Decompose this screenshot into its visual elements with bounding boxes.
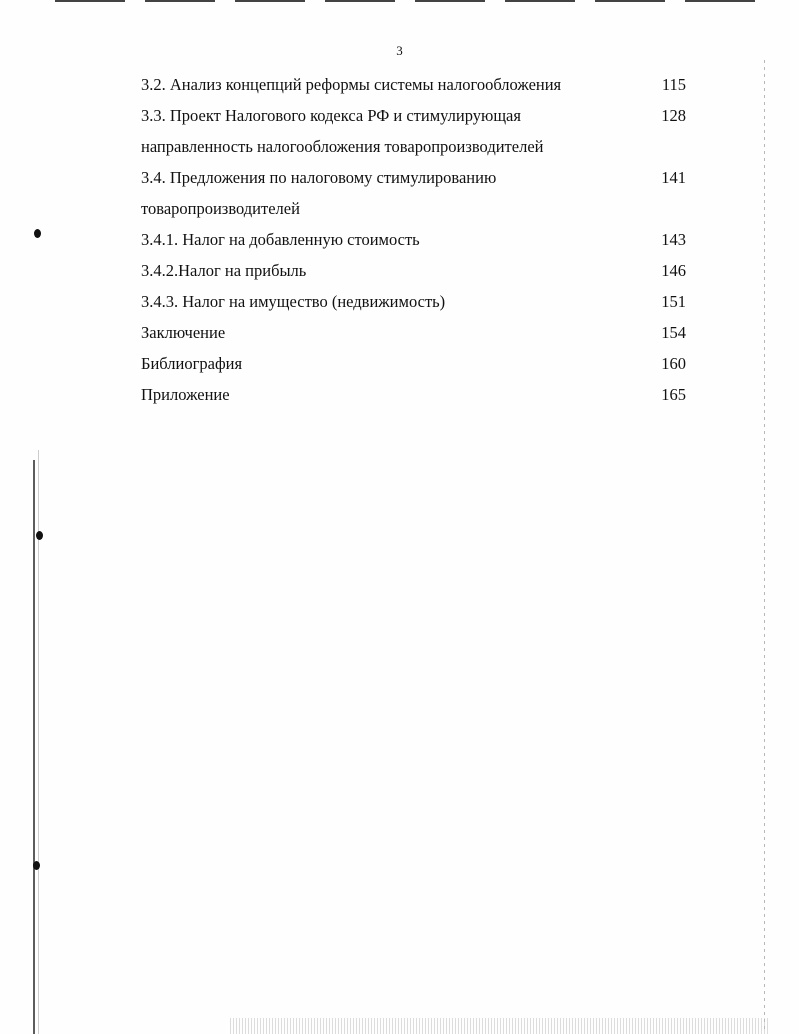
- toc-entry-title: 3.4.2.Налог на прибыль: [141, 261, 307, 280]
- punch-hole-mark: [33, 861, 40, 870]
- scan-artifact-bottom: [230, 1018, 770, 1034]
- toc-entry-title: Библиография: [141, 354, 243, 373]
- toc-entry-page: 141: [661, 168, 686, 187]
- toc-entry-page: 165: [661, 385, 686, 404]
- page-number: 3: [396, 43, 403, 58]
- punch-hole-mark: [34, 229, 41, 238]
- toc-entry: [141, 348, 686, 379]
- toc-entry-page: 143: [661, 230, 686, 249]
- table-of-contents: [141, 69, 686, 410]
- toc-entry-title: 3.2. Анализ концепций реформы системы налогообложения: [141, 75, 562, 94]
- toc-entry-page: 154: [661, 323, 686, 342]
- toc-entry: [141, 69, 686, 100]
- scan-artifact-top: [55, 0, 755, 2]
- toc-entry-title: 3.4.3. Налог на имущество (недвижимость): [141, 292, 446, 311]
- toc-entry-page: 160: [661, 354, 686, 373]
- toc-entry: [141, 162, 686, 224]
- toc-entry: [141, 286, 686, 317]
- toc-entry-title: 3.4. Предложения по налоговому стимулированию товаропроизводителей: [141, 168, 497, 218]
- toc-entry-title: Приложение: [141, 385, 230, 404]
- scan-artifact-left: [33, 460, 35, 1034]
- toc-entry-title: 3.3. Проект Налогового кодекса РФ и стимулирующая направленность налогообложения товаропроизводителей: [141, 106, 544, 156]
- toc-entry-title: Заключение: [141, 323, 226, 342]
- toc-entry-title: 3.4.1. Налог на добавленную стоимость: [141, 230, 420, 249]
- toc-entry: [141, 379, 686, 410]
- toc-entry-page: 115: [661, 75, 686, 94]
- toc-entry-page: 146: [661, 261, 686, 280]
- toc-entry-page: 151: [661, 292, 686, 311]
- toc-entry: [141, 255, 686, 286]
- toc-entry: [141, 317, 686, 348]
- scan-artifact-right: [764, 60, 765, 1030]
- punch-hole-mark: [36, 531, 43, 540]
- toc-entry: [141, 224, 686, 255]
- toc-entry-page: 128: [661, 106, 686, 125]
- toc-entry: [141, 100, 686, 162]
